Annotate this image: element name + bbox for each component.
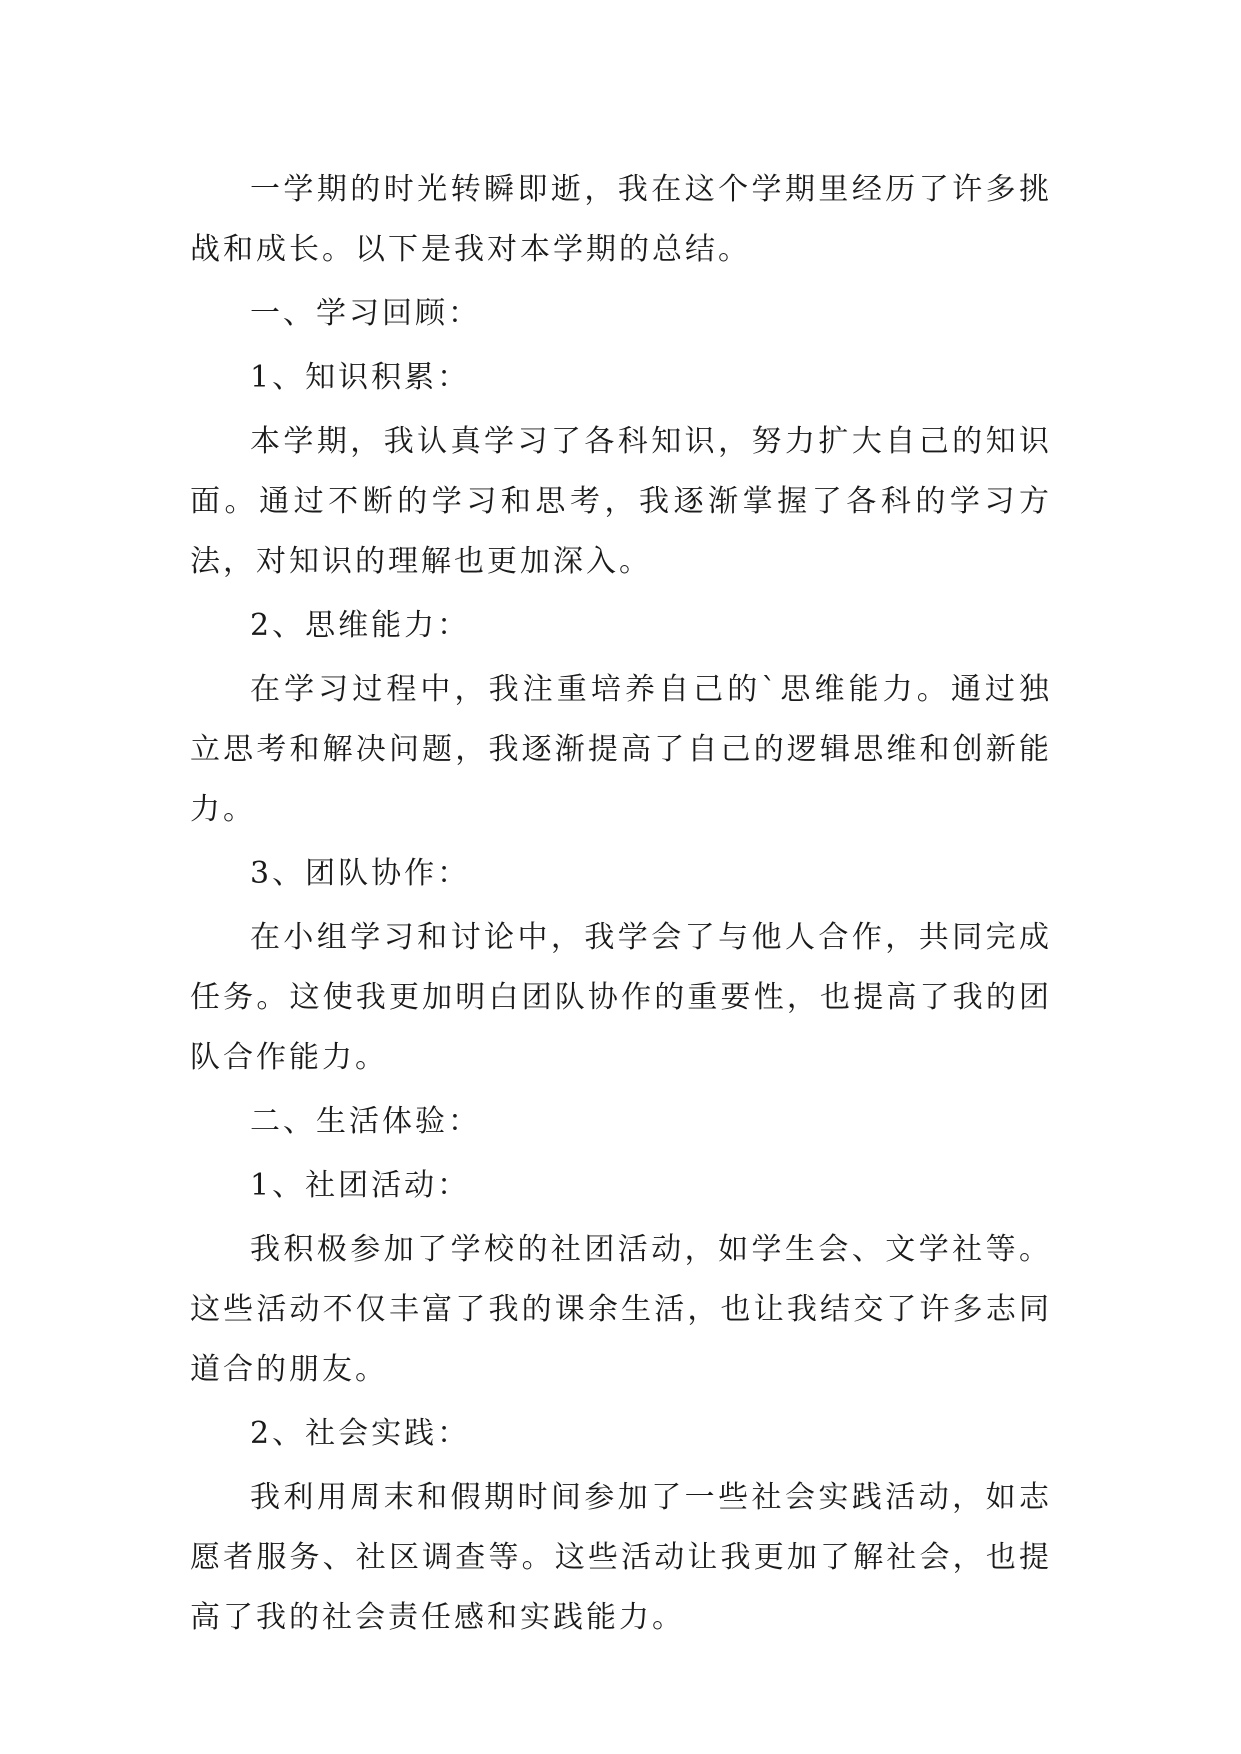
subheading-clubs: 1、社团活动： bbox=[250, 1168, 471, 1203]
paragraph-teamwork: 在小组学习和讨论中，我学会了与他人合作，共同完成任务。这使我更加明白团队协作的重要性，也提高了我的团队合作能力。 bbox=[190, 920, 1052, 1075]
subheading-knowledge: 1、知识积累： bbox=[250, 360, 471, 395]
paragraph-social-practice: 我利用周末和假期时间参加了一些社会实践活动，如志愿者服务、社区调查等。这些活动让我更加了解社会，也提高了我的社会责任感和实践能力。 bbox=[190, 1480, 1052, 1635]
subheading-teamwork: 3、团队协作： bbox=[250, 856, 471, 891]
paragraph-clubs: 我积极参加了学校的社团活动，如学生会、文学社等。这些活动不仅丰富了我的课余生活，也让我结交了许多志同道合的朋友。 bbox=[190, 1232, 1052, 1387]
paragraph-knowledge: 本学期，我认真学习了各科知识，努力扩大自己的知识面。通过不断的学习和思考，我逐渐掌握了各科的学习方法，对知识的理解也更加深入。 bbox=[190, 424, 1052, 579]
document-body bbox=[190, 160, 1052, 1652]
subheading-thinking: 2、思维能力： bbox=[250, 608, 471, 643]
intro-paragraph: 一学期的时光转瞬即逝，我在这个学期里经历了许多挑战和成长。以下是我对本学期的总结。 bbox=[190, 172, 1052, 267]
section-heading-life-experience: 二、生活体验： bbox=[250, 1104, 481, 1139]
section-heading-study-review: 一、学习回顾： bbox=[250, 296, 481, 331]
subheading-social-practice: 2、社会实践： bbox=[250, 1416, 471, 1451]
paragraph-thinking: 在学习过程中，我注重培养自己的`思维能力。通过独立思考和解决问题，我逐渐提高了自己的逻辑思维和创新能力。 bbox=[190, 672, 1052, 827]
